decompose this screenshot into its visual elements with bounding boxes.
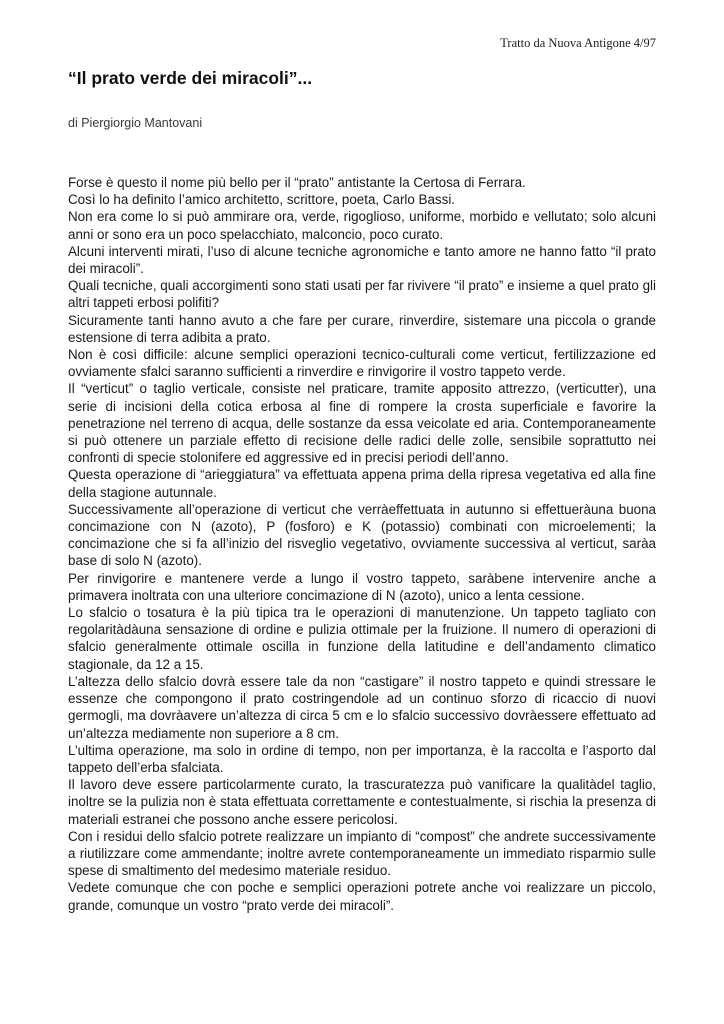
paragraph: L’ultima operazione, ma solo in ordine di tempo, non per importanza, è la raccolta e l’asporto dal tappeto dell’erba sfalciata. [68, 742, 656, 775]
paragraph: Lo sfalcio o tosatura è la più tipica tra le operazioni di manutenzione. Un tappeto tagliato con regolaritàdàuna sensazione di ordine e pulizia ottimale per la fruizione. Il numero di operazioni di sfalcio generalmente ottimale oscilla in funzione della latitudine e dell’andamento climatico stagionale, da 12 a 15. [68, 605, 656, 672]
paragraph: Il lavoro deve essere particolarmente curato, la trascuratezza può vanificare la qualitàdel taglio, inoltre se la pulizia non è stata effettuata correttamente e contestualmente, si rischia la presenza di materiali estranei che possono anche essere pericolosi. [68, 777, 656, 827]
paragraph: Successivamente all’operazione di verticut che verràeffettuata in autunno si effettueràuna buona concimazione con N (azoto), P (fosforo) e K (potassio) combinati con microelementi; la concimazione che si fa all’inizio del risveglio vegetativo, ovviamente successiva al verticut, saràa base di solo N (azoto). [68, 501, 656, 569]
paragraph: Vedete comunque che con poche e semplici operazioni potrete anche voi realizzare un piccolo, grande, comunque un vostro “prato verde dei miracoli”. [68, 880, 656, 913]
page-title: “Il prato verde dei miracoli”... [68, 68, 313, 88]
paragraph: Con i residui dello sfalcio potrete realizzare un impianto di “compost” che andrete successivamente a riutilizzare come ammendante; inoltre avrete contemporaneamente un immediato risparmio sulle spese di smaltimento del medesimo materiale residuo. [68, 828, 656, 879]
byline: di Piergiorgio Mantovani [68, 116, 203, 130]
paragraph: Non è così difficile: alcune semplici operazioni tecnico-culturali come verticut, fertilizzazione ed ovviamente sfalci saranno sufficienti a rinverdire e rinvigorire il vostro tappeto verde. [68, 347, 656, 380]
paragraph: Per rinvigorire e mantenere verde a lungo il vostro tappeto, saràbene intervenire anche a primavera inoltrata con una ulteriore concimazione di N (azoto), unico a lenta cessione. [68, 570, 656, 603]
paragraph: Così lo ha definito l’amico architetto, scrittore, poeta, Carlo Bassi. [68, 192, 456, 208]
paragraph: Sicuramente tanti hanno avuto a che fare per curare, rinverdire, sistemare una piccola o grande estensione di terra adibita a prato. [68, 312, 656, 345]
paragraph: Il “verticut” o taglio verticale, consiste nel praticare, tramite apposito attrezzo, (verticutter), una serie di incisioni della cotica erbosa al fine di rompere la crosta superficiale e favorire la penetrazione nel terreno di acqua, delle sostanze da essa veicolate ed aria. Contemporaneamente si può ottenere un parziale effetto di recisione delle radici delle zolle, sensibile soprattutto nei confronti di specie stolonifere ed aggressive ed in precisi periodi dell’anno. [68, 381, 656, 466]
paragraph: Quali tecniche, quali accorgimenti sono stati usati per far rivivere “il prato” e insieme a quel prato gli altri tappeti erbosi polifiti? [68, 278, 656, 311]
paragraph: Alcuni interventi mirati, l’uso di alcune tecniche agronomiche e tanto amore ne hanno fatto “il prato dei miracoli”. [68, 243, 656, 277]
source-note: Tratto da Nuova Antigone 4/97 [500, 36, 656, 50]
paragraph: Non era come lo si può ammirare ora, verde, rigoglioso, uniforme, morbido e vellutato; solo alcuni anni or sono era un poco spelacchiato, malconcio, poco curato. [68, 209, 656, 242]
paragraph: Forse è questo il nome più bello per il “prato” antistante la Certosa di Ferrara. [68, 175, 526, 190]
article-body [68, 174, 656, 914]
paragraph: Questa operazione di “arieggiatura” va effettuata appena prima della ripresa vegetativa ed alla fine della stagione autunnale. [68, 467, 656, 500]
paragraph: L’altezza dello sfalcio dovrà essere tale da non “castigare” il nostro tappeto e quindi stressare le essenze che compongono il prato costringendole ad un continuo sforzo di ricaccio di nuovi germogli, ma dovràavere un’altezza di circa 5 cm e lo sfalcio successivo dovràessere effettuato ad un’altezza mediamente non superiore a 8 cm. [68, 673, 656, 741]
